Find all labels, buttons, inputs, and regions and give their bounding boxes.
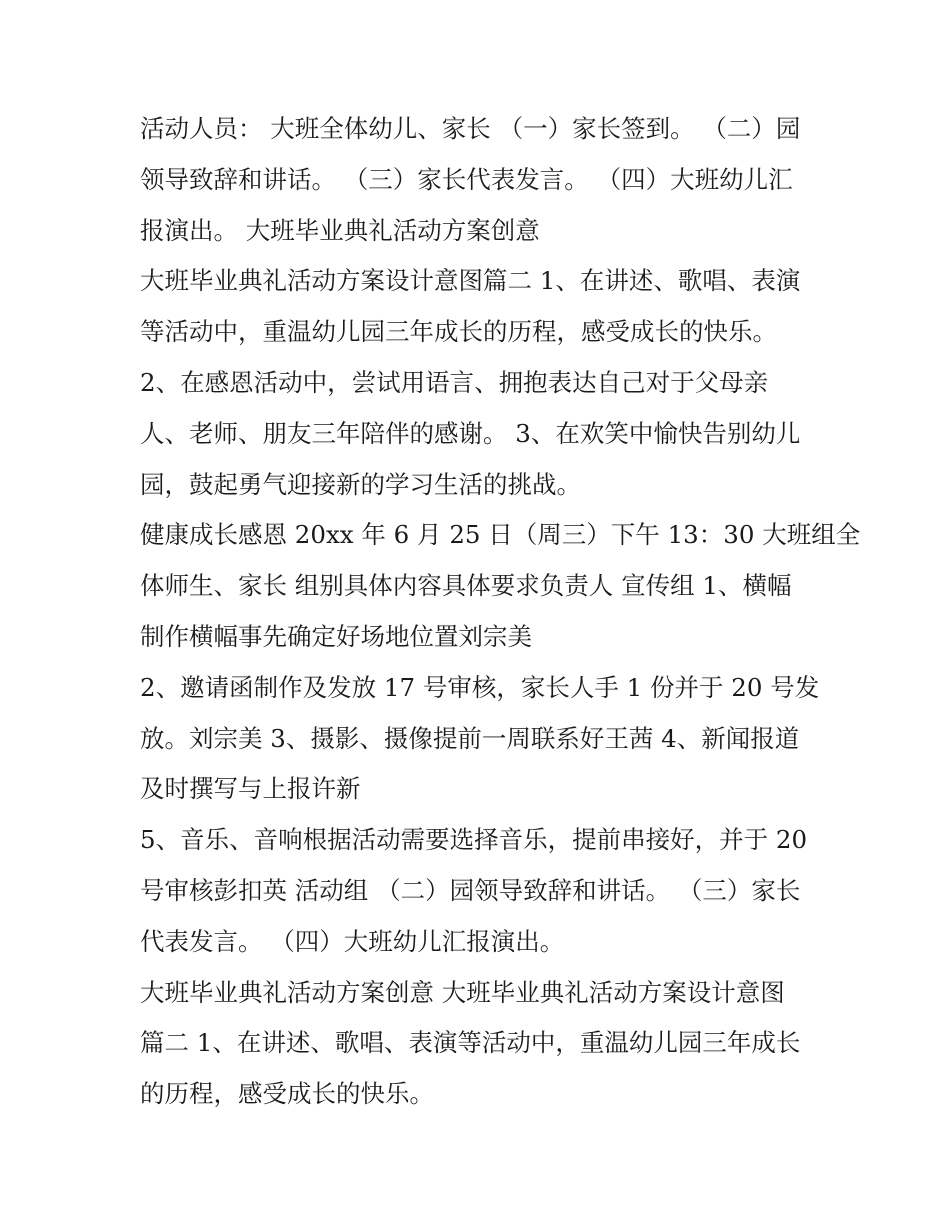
text-line: 大班毕业典礼活动方案设计意图篇二 1、在讲述、歌唱、表演 bbox=[140, 266, 801, 296]
text-line: 人、老师、朋友三年陪伴的感谢。 3、在欢笑中愉快告别幼儿 bbox=[140, 418, 801, 448]
text-line: 2、在感恩活动中，尝试用语言、拥抱表达自己对于父母亲 bbox=[140, 367, 769, 397]
text-line: 大班毕业典礼活动方案创意 大班毕业典礼活动方案设计意图 bbox=[140, 977, 785, 1007]
text-line: 的历程，感受成长的快乐。 bbox=[140, 1079, 434, 1109]
document-body bbox=[140, 104, 861, 1120]
text-line: 及时撰写与上报许新 bbox=[140, 774, 361, 804]
text-line: 2、邀请函制作及发放 17 号审核，家长人手 1 份并于 20 号发 bbox=[140, 672, 820, 702]
text-line: 等活动中，重温幼儿园三年成长的历程，感受成长的快乐。 bbox=[140, 317, 777, 347]
text-line: 活动人员： 大班全体幼儿、家长 （一）家长签到。 （二）园 bbox=[140, 114, 801, 143]
text-line: 放。刘宗美 3、摄影、摄像提前一周联系好王茜 4、新闻报道 bbox=[140, 723, 800, 753]
text-line: 领导致辞和讲话。 （三）家长代表发言。 （四）大班幼儿汇 bbox=[140, 164, 793, 194]
text-line: 代表发言。 （四）大班幼儿汇报演出。 bbox=[140, 926, 565, 956]
text-line: 5、音乐、音响根据活动需要选择音乐，提前串接好，并于 20 bbox=[140, 825, 808, 855]
text-line: 报演出。 大班毕业典礼活动方案创意 bbox=[140, 215, 540, 245]
text-line: 健康成长感恩 20xx 年 6 月 25 日（周三）下午 13：30 大班组全 bbox=[140, 520, 861, 550]
text-line: 号审核彭扣英 活动组 （二）园领导致辞和讲话。 （三）家长 bbox=[140, 875, 801, 905]
text-line: 体师生、家长 组别具体内容具体要求负责人 宣传组 1、横幅 bbox=[140, 571, 792, 601]
text-line: 制作横幅事先确定好场地位置刘宗美 bbox=[140, 621, 532, 651]
text-line: 园，鼓起勇气迎接新的学习生活的挑战。 bbox=[140, 469, 581, 499]
text-line: 篇二 1、在讲述、歌唱、表演等活动中，重温幼儿园三年成长 bbox=[140, 1028, 801, 1058]
